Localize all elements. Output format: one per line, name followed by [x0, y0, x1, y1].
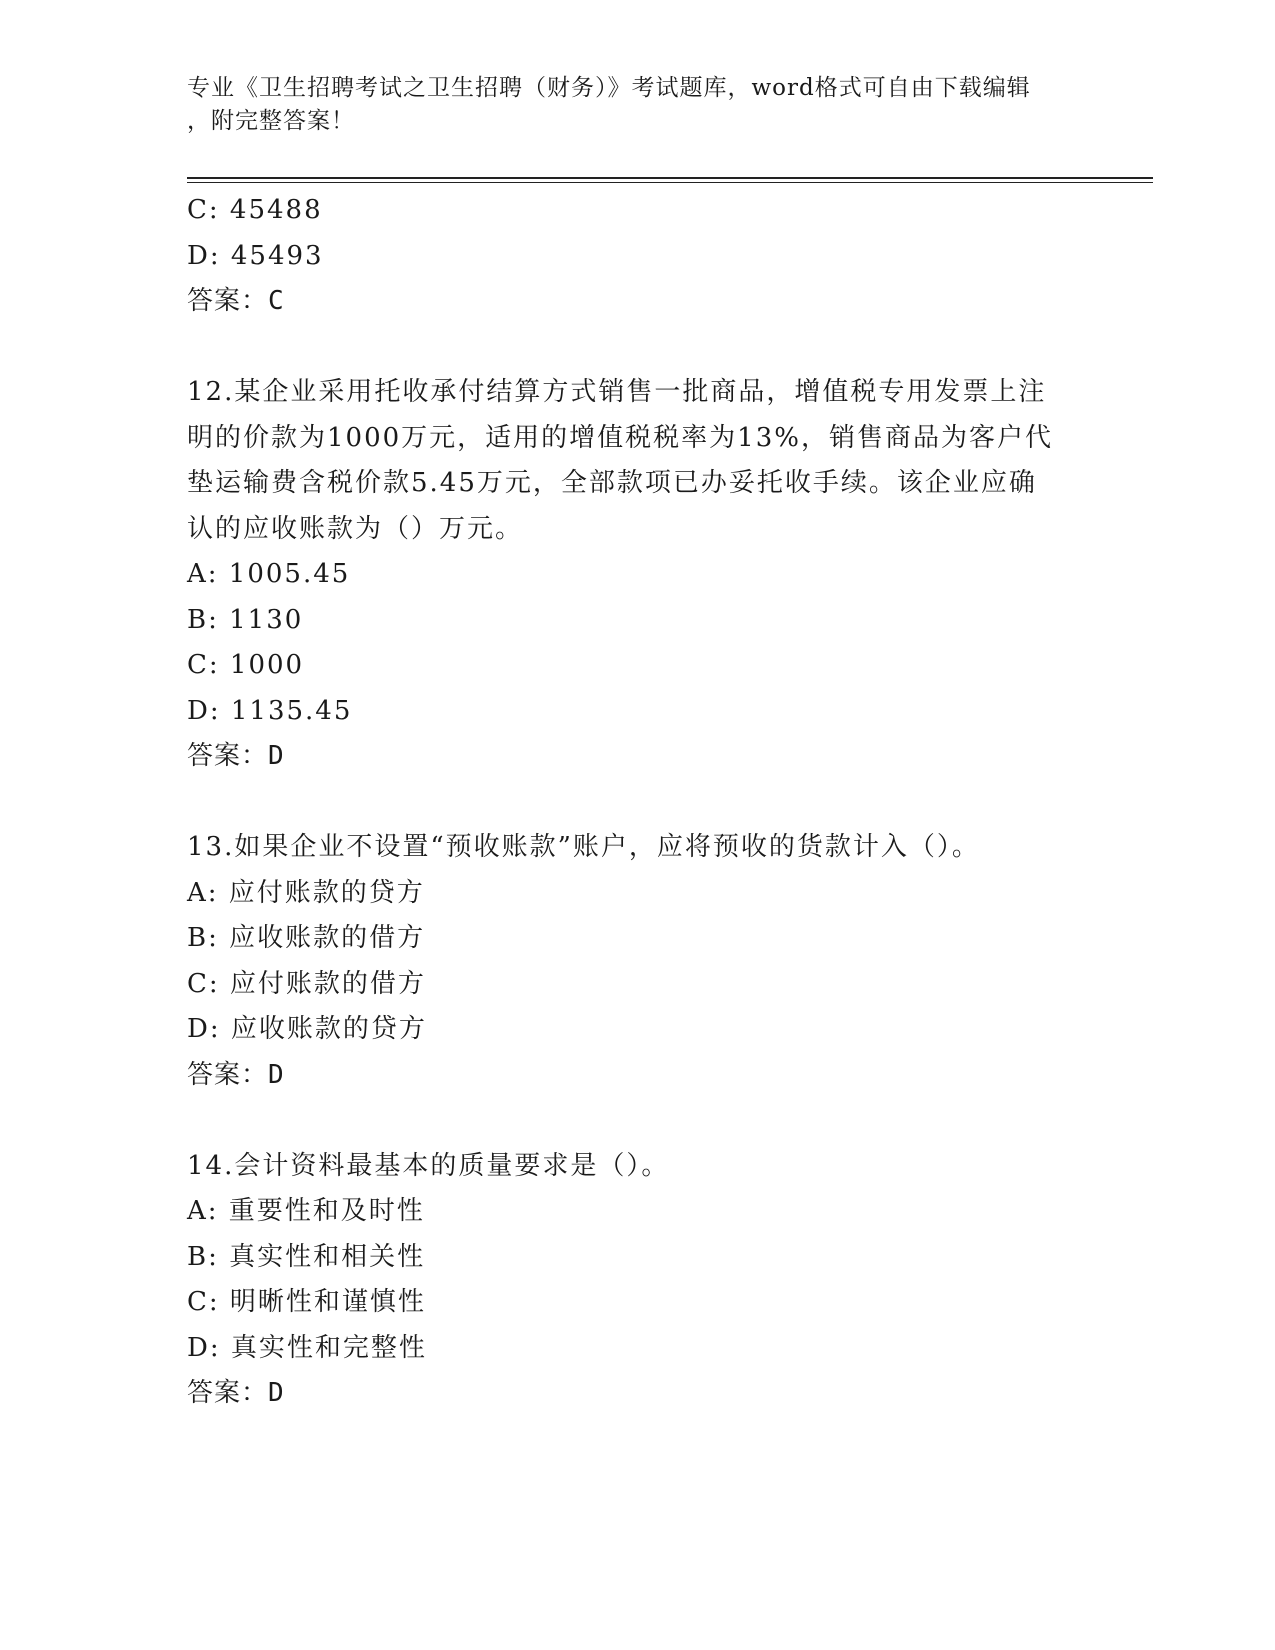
prev-question-tail — [187, 188, 1087, 325]
option-d: D: 应收账款的贷方 — [187, 1014, 427, 1044]
option-b: B: 应收账款的借方 — [187, 923, 426, 953]
header-line-1: 专业《卫生招聘考试之卫生招聘（财务）》考试题库，word格式可自由下载编辑 — [187, 75, 1031, 101]
option-c: C: 应付账款的借方 — [187, 968, 426, 999]
question-stem-line: 明的价款为1000万元，适用的增值税税率为13%，销售商品为客户代 — [187, 422, 1053, 453]
option-a: A: 1005.45 — [187, 559, 351, 589]
answer-line: 答案：D — [187, 741, 285, 771]
option-c: C: 1000 — [187, 650, 305, 680]
option-a: A: 重要性和及时性 — [187, 1196, 425, 1226]
question-stem-line: 14.会计资料最基本的质量要求是（）。 — [187, 1150, 670, 1181]
question-stem-line: 12.某企业采用托收承付结算方式销售一批商品，增值税专用发票上注 — [187, 377, 1047, 407]
option-d: D: 45493 — [187, 240, 324, 271]
option-a: A: 应付账款的贷方 — [187, 877, 425, 908]
question-stem-line: 认的应收账款为（）万元。 — [187, 513, 524, 544]
spacer — [187, 780, 1087, 826]
option-d: D: 真实性和完整性 — [187, 1332, 427, 1363]
spacer — [187, 1098, 1087, 1144]
answer-line: 答案：C — [187, 286, 285, 316]
option-d: D: 1135.45 — [187, 695, 353, 726]
option-c: C: 45488 — [187, 195, 323, 225]
question-12 — [187, 370, 1087, 780]
option-c: C: 明晰性和谨慎性 — [187, 1287, 426, 1317]
answer-line: 答案：D — [187, 1059, 285, 1090]
spacer — [187, 325, 1087, 371]
option-b: B: 真实性和相关性 — [187, 1241, 426, 1272]
option-b: B: 1130 — [187, 604, 304, 635]
question-stem-line: 13.如果企业不设置“预收账款”账户，应将预收的货款计入（）。 — [187, 832, 980, 862]
header-divider-thin — [187, 182, 1153, 183]
question-14 — [187, 1144, 1087, 1417]
question-stem-line: 垫运输费含税价款5.45万元，全部款项已办妥托收手续。该企业应确 — [187, 468, 1037, 498]
question-content — [187, 188, 1087, 1417]
header-line-2: ，附完整答案！ — [187, 108, 355, 134]
answer-line: 答案：D — [187, 1378, 285, 1408]
header-divider-thick — [187, 177, 1153, 179]
page-header — [187, 72, 1067, 138]
question-13 — [187, 825, 1087, 1098]
